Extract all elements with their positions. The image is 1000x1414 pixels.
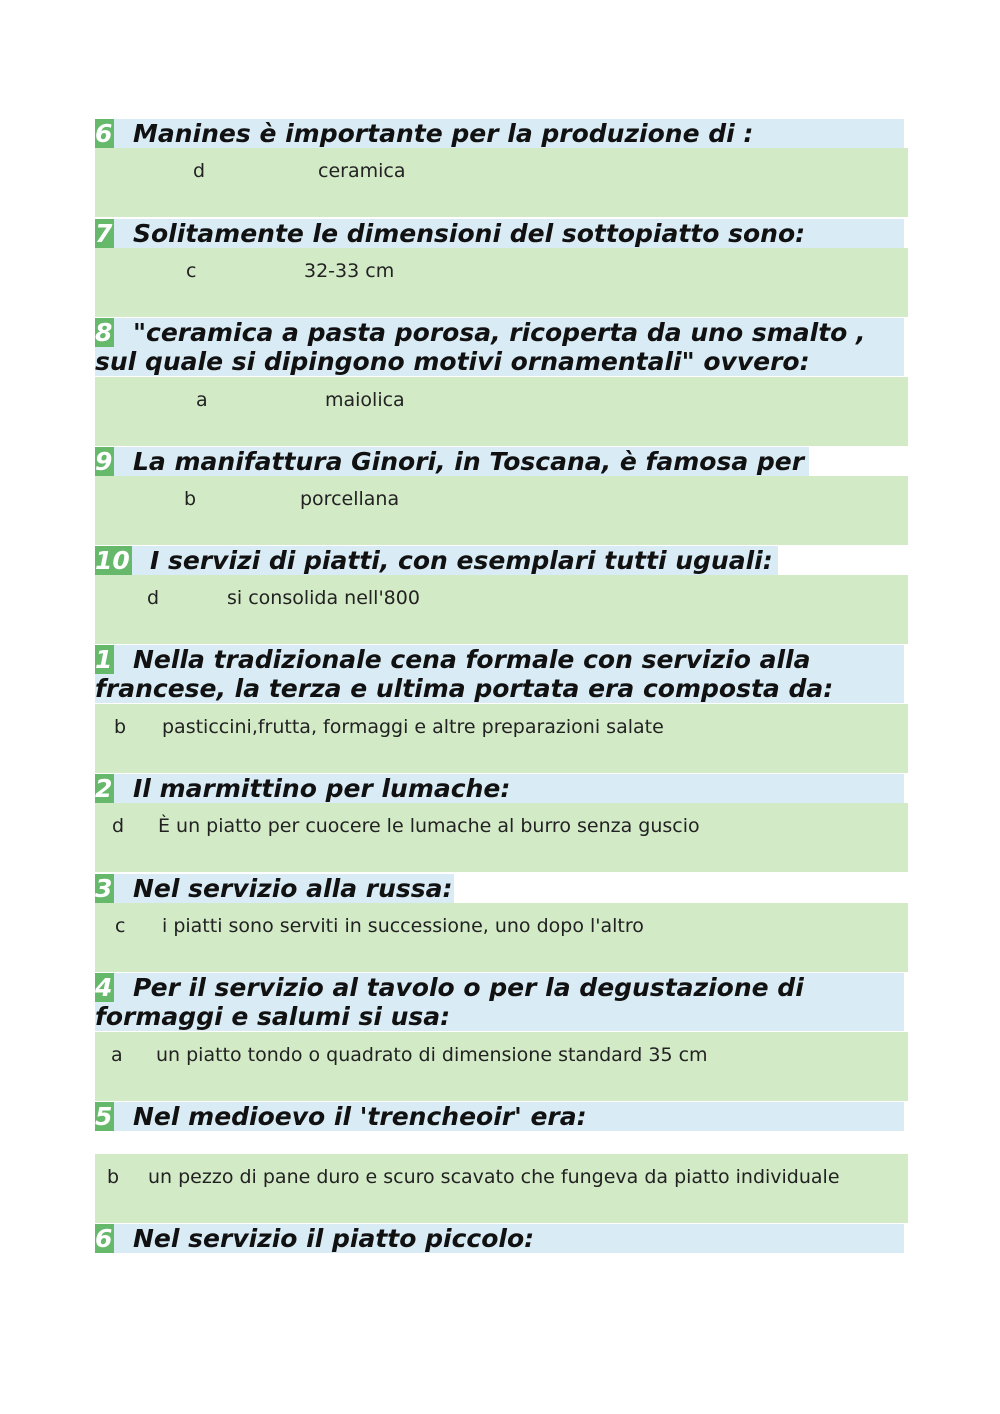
question-text: sul quale si dipingono motivi ornamentali" ovvero: [95, 347, 810, 376]
answer-box [95, 1154, 908, 1223]
question-number-badge: 6 [95, 119, 113, 148]
question-number-badge: 2 [95, 774, 113, 803]
answer-box [95, 1032, 908, 1101]
answer-letter: b [184, 488, 197, 510]
question-number-badge: 4 [95, 973, 113, 1002]
answer-letter: d [112, 815, 125, 837]
answer-box [95, 575, 908, 644]
question-number-badge: 9 [95, 447, 113, 476]
answer-letter: b [114, 716, 127, 738]
answer-box [95, 704, 908, 773]
question-text: formaggi e salumi si usa: [95, 1002, 451, 1031]
question-text: Nel medioevo il 'trencheoir' era: [133, 1102, 587, 1131]
answer-text: porcellana [300, 488, 400, 510]
answer-box [95, 148, 908, 217]
answer-text: i piatti sono serviti in successione, uno dopo l'altro [162, 915, 644, 937]
answer-letter: d [193, 160, 206, 182]
question-number-badge: 6 [95, 1224, 113, 1253]
question-text: Nel servizio il piatto piccolo: [133, 1224, 535, 1253]
question-text: francese, la terza e ultima portata era composta da: [95, 674, 834, 703]
question-number-badge: 1 [95, 645, 113, 674]
question-text: Manines è importante per la produzione di : [133, 119, 754, 148]
answer-letter: b [107, 1166, 120, 1188]
question-text: Nella tradizionale cena formale con servizio alla [133, 645, 811, 674]
question-text: La manifattura Ginori, in Toscana, è famosa per [133, 447, 805, 476]
answer-text: maiolica [325, 389, 405, 411]
answer-text: pasticcini,frutta, formaggi e altre preparazioni salate [162, 716, 664, 738]
question-text: "ceramica a pasta porosa, ricoperta da uno smalto , [133, 318, 866, 347]
answer-box [95, 248, 908, 317]
question-number-badge: 3 [95, 874, 113, 903]
answer-letter: a [196, 389, 208, 411]
answer-letter: a [111, 1044, 123, 1066]
answer-box [95, 903, 908, 972]
answer-letter: c [186, 260, 197, 282]
question-text: Il marmittino per lumache: [133, 774, 511, 803]
question-text: Per il servizio al tavolo o per la degustazione di [133, 973, 804, 1002]
answer-text: È un piatto per cuocere le lumache al burro senza guscio [158, 815, 700, 837]
answer-text: 32-33 cm [304, 260, 395, 282]
answer-text: si consolida nell'800 [227, 587, 420, 609]
answer-text: ceramica [318, 160, 406, 182]
question-number-badge: 10 [95, 546, 130, 575]
answer-text: un pezzo di pane duro e scuro scavato che fungeva da piatto individuale [148, 1166, 840, 1188]
question-number-badge: 5 [95, 1102, 113, 1131]
answer-letter: d [147, 587, 160, 609]
answer-box [95, 476, 908, 545]
answer-box [95, 377, 908, 446]
answer-letter: c [115, 915, 126, 937]
answer-box [95, 803, 908, 872]
question-number-badge: 8 [95, 318, 113, 347]
answer-text: un piatto tondo o quadrato di dimensione standard 35 cm [156, 1044, 708, 1066]
question-text: Solitamente le dimensioni del sottopiatto sono: [133, 219, 806, 248]
question-number-badge: 7 [95, 219, 113, 248]
question-text: Nel servizio alla russa: [133, 874, 453, 903]
question-text: I servizi di piatti, con esemplari tutti uguali: [150, 546, 773, 575]
